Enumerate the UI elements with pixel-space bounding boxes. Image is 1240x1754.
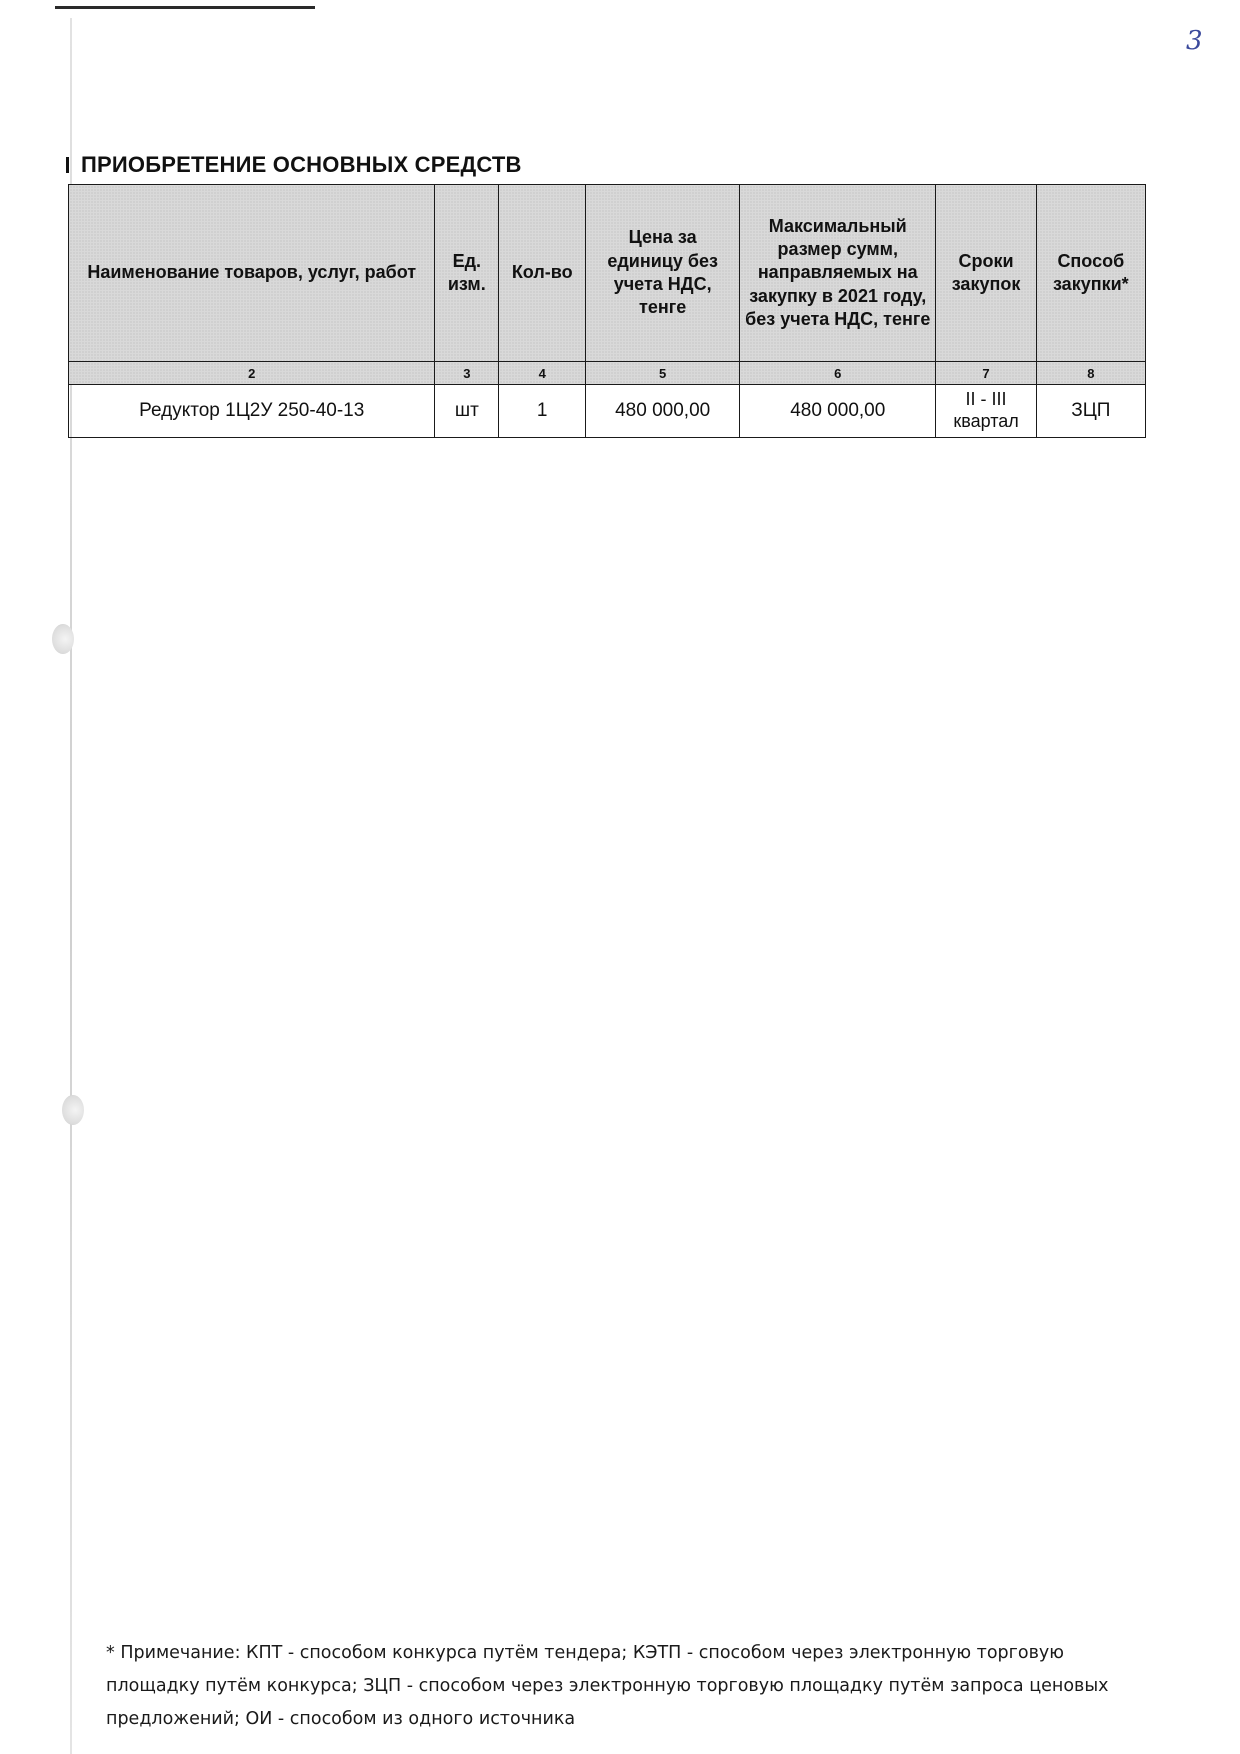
table-row xyxy=(69,385,1146,438)
column-number: 8 xyxy=(1036,362,1145,385)
column-number: 6 xyxy=(740,362,936,385)
item-name: Редуктор 1Ц2У 250-40-13 xyxy=(69,385,435,438)
section-title xyxy=(66,152,522,178)
table-header-row xyxy=(69,185,1146,362)
column-number: 4 xyxy=(499,362,586,385)
column-number-row xyxy=(69,362,1146,385)
punch-hole-bottom xyxy=(62,1095,84,1125)
item-quantity: 1 xyxy=(499,385,586,438)
procurement-table xyxy=(68,184,1146,438)
column-number: 7 xyxy=(936,362,1036,385)
header-name: Наименование товаров, услуг, работ xyxy=(69,185,435,362)
header-max-amount: Максимальный размер сумм, направляемых на закупку в 2021 году, без учета НДС, тенге xyxy=(740,185,936,362)
scan-edge xyxy=(55,6,315,9)
punch-hole-top xyxy=(52,624,74,654)
item-period: II - III квартал xyxy=(936,385,1036,438)
column-number: 2 xyxy=(69,362,435,385)
page-number: 3 xyxy=(1186,26,1203,56)
header-quantity: Кол-во xyxy=(499,185,586,362)
item-max-amount: 480 000,00 xyxy=(740,385,936,438)
header-unit: Ед. изм. xyxy=(435,185,499,362)
header-unit-price: Цена за единицу без учета НДС, тенге xyxy=(586,185,740,362)
column-number: 5 xyxy=(586,362,740,385)
title-marker xyxy=(66,157,69,173)
section-title-text: ПРИОБРЕТЕНИЕ ОСНОВНЫХ СРЕДСТВ xyxy=(81,152,522,177)
item-method: ЗЦП xyxy=(1036,385,1145,438)
column-number: 3 xyxy=(435,362,499,385)
item-unit-price: 480 000,00 xyxy=(586,385,740,438)
footnote: * Примечание: КПТ - способом конкурса путём тендера; КЭТП - способом через электронную торговую площадку путём конкурса; ЗЦП - способом через электронную торговую площадку путём запроса ценовых предложений; ОИ - способом из одного источника xyxy=(106,1643,1109,1729)
item-unit: шт xyxy=(435,385,499,438)
header-method: Способ закупки* xyxy=(1036,185,1145,362)
header-period: Сроки закупок xyxy=(936,185,1036,362)
